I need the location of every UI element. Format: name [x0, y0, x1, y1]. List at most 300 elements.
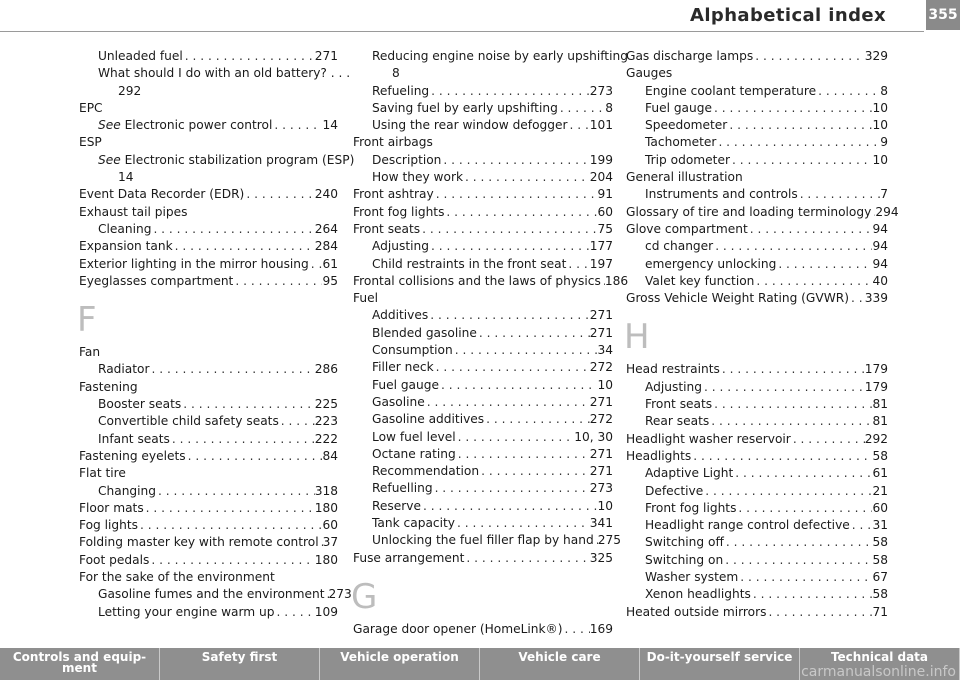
index-entry[interactable]	[626, 500, 888, 517]
entry-term: Gasoline fumes and the environment	[98, 587, 325, 602]
page-ref[interactable]: 61	[872, 466, 888, 481]
index-entry[interactable]	[626, 448, 888, 465]
leader-dots	[456, 446, 590, 463]
index-heading: Exhaust tail pipes	[79, 204, 188, 219]
page-ref[interactable]: 197	[589, 256, 613, 271]
index-entry[interactable]	[353, 621, 613, 638]
index-entry[interactable]	[626, 117, 888, 134]
page-ref[interactable]: 186	[604, 273, 629, 288]
index-entry[interactable]	[626, 431, 888, 448]
entry-term: Refueling	[372, 83, 430, 98]
leader-dots	[275, 604, 315, 621]
entry-term: Tachometer	[645, 135, 717, 150]
index-heading: Front airbags	[353, 135, 433, 150]
page-ref[interactable]: 294	[875, 204, 899, 219]
page-ref[interactable]: 58	[872, 552, 888, 567]
leader-dots	[151, 221, 314, 238]
entry-term: Defective	[645, 483, 704, 498]
page-ref[interactable]: 264	[314, 221, 338, 236]
entry-term: emergency unlocking	[645, 256, 777, 271]
index-column-1	[77, 48, 355, 621]
entry-term: Convertible child safety seats	[98, 414, 279, 429]
entry-term: Refuelling	[372, 481, 433, 496]
page-ref[interactable]: 273	[589, 481, 613, 496]
leader-dots	[751, 586, 873, 603]
page-ref[interactable]: 67	[872, 570, 888, 585]
page-ref[interactable]: 71	[872, 604, 888, 619]
entry-term: Tank capacity	[372, 516, 456, 531]
index-entry[interactable]	[353, 83, 613, 100]
leader-dots	[181, 396, 315, 413]
page-ref[interactable]: 177	[589, 239, 613, 254]
footer-tab[interactable]: Do-it-yourself service	[640, 648, 800, 680]
page-ref[interactable]: 286	[314, 362, 338, 377]
page-ref[interactable]: 199	[589, 152, 613, 167]
leader-dots	[453, 342, 598, 359]
index-entry[interactable]	[626, 552, 888, 569]
leader-dots	[170, 431, 315, 448]
index-entry[interactable]	[626, 361, 888, 378]
entry-term: Rear seats	[645, 414, 710, 429]
index-entry[interactable]	[353, 273, 629, 290]
index-entry[interactable]	[79, 552, 338, 569]
index-entry[interactable]	[626, 379, 888, 396]
page-ref[interactable]: 21	[872, 483, 888, 498]
leader-dots	[562, 621, 589, 638]
entry-term: Heated outside mirrors	[626, 604, 767, 619]
index-entry[interactable]	[353, 498, 613, 515]
index-entry[interactable]	[353, 394, 613, 411]
section-letter: F	[77, 300, 97, 341]
page-ref[interactable]: 14	[118, 170, 134, 185]
leader-dots	[173, 238, 315, 255]
leader-dots	[724, 534, 873, 551]
index-entry[interactable]	[353, 480, 613, 497]
footer-tab[interactable]: Vehicle operation	[320, 648, 480, 680]
leader-dots	[183, 48, 315, 65]
leader-dots	[138, 517, 322, 534]
entry-term: Switching off	[645, 535, 724, 550]
leader-dots	[738, 569, 872, 586]
entry-term: Additives	[372, 308, 429, 323]
index-heading: Fastening	[79, 379, 138, 394]
entry-term: Front fog lights	[645, 500, 737, 515]
page-ref[interactable]: 273	[328, 587, 352, 602]
index-entry[interactable]	[626, 48, 888, 65]
leader-dots	[464, 550, 589, 567]
leader-dots	[479, 463, 590, 480]
index-entry[interactable]	[353, 100, 613, 117]
entry-term: cd changer	[645, 239, 714, 254]
page-ref[interactable]: 84	[322, 448, 338, 463]
index-heading: EPC	[79, 100, 103, 115]
index-entry[interactable]	[353, 342, 613, 359]
page-ref[interactable]: 223	[314, 414, 338, 429]
entry-term: Instruments and controls	[645, 187, 798, 202]
page-ref[interactable]: 180	[314, 552, 338, 567]
entry-term: Fuel gauge	[645, 100, 712, 115]
leader-dots	[434, 359, 590, 376]
index-entry[interactable]	[79, 500, 338, 517]
index-entry[interactable]	[626, 238, 888, 255]
index-column-2	[351, 48, 629, 638]
leader-dots	[727, 117, 872, 134]
page-ref[interactable]: 292	[864, 431, 888, 446]
page-ref[interactable]: 14	[322, 118, 338, 133]
index-entry[interactable]	[79, 152, 355, 169]
leader-dots	[455, 515, 590, 532]
index-entry[interactable]	[626, 221, 888, 238]
index-entry[interactable]	[79, 273, 338, 290]
index-entry[interactable]	[626, 134, 888, 151]
entry-term: Filler neck	[372, 360, 434, 375]
page-ref[interactable]: 272	[589, 360, 613, 375]
index-entry[interactable]	[79, 604, 338, 621]
index-entry[interactable]	[353, 238, 613, 255]
index-entry[interactable]	[79, 396, 338, 413]
leader-dots	[566, 256, 589, 273]
index-entry[interactable]	[353, 221, 613, 238]
leader-dots	[720, 361, 865, 378]
page-ref[interactable]: 318	[314, 483, 338, 498]
leader-dots	[420, 221, 597, 238]
page-ref[interactable]: 10	[872, 152, 888, 167]
leader-dots	[712, 396, 872, 413]
page-title: Alphabetical index	[690, 5, 886, 26]
page-ref[interactable]: 81	[872, 397, 888, 412]
watermark: carmanualsonline.info	[801, 664, 956, 680]
page-ref[interactable]: 169	[589, 621, 613, 636]
leader-dots	[186, 448, 323, 465]
page-ref[interactable]: 101	[589, 118, 613, 133]
index-entry[interactable]	[79, 186, 338, 203]
entry-term: Gross Vehicle Weight Rating (GVWR)	[626, 291, 849, 306]
index-entry[interactable]	[626, 256, 888, 273]
leader-dots	[723, 552, 872, 569]
entry-term: Electronic stabilization program (ESP)	[124, 152, 355, 167]
index-entry[interactable]	[79, 117, 338, 134]
index-heading: Fan	[79, 345, 101, 360]
entry-term: Eyeglasses compartment	[79, 273, 234, 288]
footer-tab[interactable]: Controls and equip- ment	[0, 648, 160, 680]
page-ref[interactable]: 94	[872, 256, 888, 271]
entry-term: Expansion tank	[79, 239, 173, 254]
entry-term: Adjusting	[645, 379, 702, 394]
entry-term: Floor mats	[79, 500, 144, 515]
page-ref[interactable]: 271	[589, 325, 613, 340]
leader-dots	[150, 361, 315, 378]
index-heading: Reducing engine noise by early upshifting	[372, 49, 628, 63]
entry-term: Fastening eyelets	[79, 448, 186, 463]
index-heading: What should I do with an old battery? . . .	[98, 66, 351, 81]
index-heading: For the sake of the environment	[79, 570, 275, 585]
page-ref[interactable]: 58	[872, 535, 888, 550]
index-entry[interactable]	[626, 517, 888, 534]
leader-dots	[484, 411, 590, 428]
entry-term: Switching on	[645, 552, 724, 567]
entry-term: Gasoline	[372, 394, 425, 409]
index-entry[interactable]	[626, 100, 888, 117]
page-ref[interactable]: 10	[872, 118, 888, 133]
index-entry[interactable]	[353, 446, 613, 463]
index-entry[interactable]	[79, 448, 338, 465]
page-ref[interactable]: 75	[597, 221, 613, 236]
page-ref[interactable]: 8	[880, 83, 888, 98]
page-number-tab: 355	[926, 0, 960, 30]
index-entry[interactable]	[79, 517, 338, 534]
index-entry[interactable]	[353, 152, 613, 169]
index-entry[interactable]	[79, 534, 338, 551]
index-entry[interactable]	[626, 290, 888, 307]
leader-dots	[477, 325, 590, 342]
leader-dots	[753, 48, 865, 65]
index-entry[interactable]	[353, 117, 613, 134]
page-ref[interactable]: 204	[589, 170, 613, 185]
entry-term: Washer system	[645, 570, 739, 585]
leader-dots	[433, 480, 590, 497]
entry-term: Cleaning	[98, 221, 152, 236]
page-ref[interactable]: 284	[314, 239, 338, 254]
page-ref[interactable]: 58	[872, 587, 888, 602]
leader-dots	[279, 413, 315, 430]
index-entry[interactable]	[353, 532, 621, 549]
footer-tab[interactable]: Safety first	[160, 648, 320, 680]
leader-dots	[791, 431, 865, 448]
leader-dots	[849, 290, 865, 307]
entry-term: Changing	[98, 483, 157, 498]
leader-dots	[691, 448, 872, 465]
entry-term: Exterior lighting in the mirror housing	[79, 256, 309, 271]
entry-term: Xenon headlights	[645, 587, 751, 602]
page-ref[interactable]: 341	[589, 516, 613, 531]
index-entry[interactable]	[79, 361, 338, 378]
entry-term: Adaptive Light	[645, 466, 734, 481]
entry-term: Saving fuel by early upshifting	[372, 100, 558, 115]
index-entry[interactable]	[626, 413, 888, 430]
entry-term: Infant seats	[98, 431, 170, 446]
entry-term: Reserve	[372, 498, 421, 513]
entry-term: Unleaded fuel	[98, 49, 183, 63]
entry-term: Fog lights	[79, 518, 139, 533]
page-ref[interactable]: 292	[118, 83, 142, 98]
page-ref[interactable]: 271	[589, 394, 613, 409]
page-ref[interactable]: 179	[864, 362, 888, 377]
leader-dots	[434, 186, 598, 203]
entry-term: How they work	[372, 170, 464, 185]
index-entry[interactable]	[353, 204, 613, 221]
entry-term: Front fog lights	[353, 204, 445, 219]
entry-term: Letting your engine warm up	[98, 604, 275, 619]
page-ref[interactable]: 60	[872, 500, 888, 515]
index-entry[interactable]	[626, 152, 888, 169]
entry-term: Consumption	[372, 343, 453, 358]
page-ref[interactable]: 37	[322, 535, 339, 550]
index-entry[interactable]	[353, 515, 613, 532]
entry-term: Using the rear window defogger	[372, 118, 568, 133]
page-ref[interactable]: 109	[314, 604, 338, 619]
page-ref[interactable]: 325	[589, 550, 613, 565]
page-ref[interactable]: 225	[314, 397, 338, 412]
entry-term: Recommendation	[372, 464, 480, 479]
page-ref[interactable]: 95	[322, 273, 338, 288]
index-heading: Fuel	[353, 291, 378, 306]
section-letter: H	[624, 317, 650, 358]
header-rule	[0, 31, 924, 32]
page-ref[interactable]: 60	[322, 518, 338, 533]
leader-dots	[558, 100, 605, 117]
index-entry[interactable]	[353, 169, 613, 186]
entry-term: Unlocking the fuel filler flap by hand	[372, 533, 594, 548]
index-heading: General illustration	[626, 170, 743, 185]
entry-term: Glove compartment	[626, 221, 748, 236]
page-ref[interactable]: 94	[872, 221, 888, 236]
page-ref[interactable]: 271	[589, 464, 613, 479]
page-ref[interactable]: 91	[597, 187, 613, 202]
page-ref[interactable]: 271	[589, 446, 613, 461]
leader-dots	[754, 273, 872, 290]
entry-term: Engine coolant temperature	[645, 83, 817, 98]
page-ref[interactable]: 179	[864, 379, 888, 394]
entry-term: Blended gasoline	[372, 325, 477, 340]
leader-dots	[733, 465, 872, 482]
index-entry[interactable]	[626, 396, 888, 413]
leader-dots	[233, 273, 322, 290]
leader-dots	[425, 394, 590, 411]
leader-dots	[428, 307, 590, 324]
index-entry[interactable]	[79, 221, 338, 238]
page-ref[interactable]: 8	[605, 100, 613, 115]
entry-term: Folding master key with remote control	[79, 535, 319, 550]
entry-term: Garage door opener (HomeLink®)	[353, 621, 563, 636]
leader-dots	[429, 238, 590, 255]
entry-term: Child restraints in the front seat	[372, 256, 567, 271]
index-entry[interactable]	[353, 463, 613, 480]
index-entry[interactable]	[353, 550, 613, 567]
section-letter: G	[351, 576, 378, 617]
leader-dots	[703, 483, 872, 500]
page-ref[interactable]: 81	[872, 414, 888, 429]
leader-dots	[463, 169, 590, 186]
page-ref[interactable]: 273	[589, 83, 613, 98]
page-ref[interactable]: 10	[872, 100, 888, 115]
entry-term: Front seats	[353, 221, 421, 236]
page-ref[interactable]: 271	[314, 49, 338, 63]
page-ref[interactable]: 60	[597, 204, 613, 219]
leader-dots	[712, 100, 872, 117]
leader-dots	[144, 500, 315, 517]
see-reference: See	[98, 118, 121, 133]
entry-term: Gas discharge lamps	[626, 49, 754, 63]
page-ref[interactable]: 31	[872, 518, 888, 533]
index-entry[interactable]	[79, 256, 338, 273]
page-ref[interactable]: 58	[872, 448, 888, 463]
page-ref[interactable]: 339	[864, 291, 888, 306]
page-ref[interactable]: 180	[314, 500, 338, 515]
index-entry[interactable]	[79, 48, 338, 65]
entry-term: Headlights	[626, 448, 692, 463]
index-entry[interactable]	[626, 204, 899, 221]
index-entry[interactable]	[626, 483, 888, 500]
page-ref[interactable]: 9	[880, 135, 888, 150]
entry-term: Octane rating	[372, 446, 456, 461]
index-entry[interactable]	[79, 238, 338, 255]
page-ref[interactable]: 7	[880, 187, 888, 202]
index-entry[interactable]	[353, 256, 613, 273]
leader-dots	[736, 500, 872, 517]
index-entry[interactable]	[353, 411, 613, 428]
entry-term: Booster seats	[98, 397, 182, 412]
index-heading: Flat tire	[79, 466, 126, 481]
entry-term: Description	[372, 152, 442, 167]
page-ref[interactable]: 94	[872, 239, 888, 254]
page-ref[interactable]: 34	[597, 343, 613, 358]
leader-dots	[444, 204, 597, 221]
entry-term: Fuel gauge	[372, 377, 439, 392]
index-entry[interactable]	[353, 377, 613, 394]
leader-dots	[441, 152, 589, 169]
leader-dots	[149, 552, 314, 569]
index-entry[interactable]	[626, 586, 888, 603]
index-entry[interactable]	[626, 273, 888, 290]
entry-term: Fuse arrangement	[353, 550, 465, 565]
page-ref[interactable]: 61	[322, 256, 338, 271]
leader-dots	[429, 83, 590, 100]
index-entry[interactable]	[79, 431, 338, 448]
index-entry[interactable]	[353, 359, 613, 376]
footer-tab[interactable]: Vehicle care	[480, 648, 640, 680]
index-entry[interactable]	[626, 569, 888, 586]
see-reference: See	[98, 152, 121, 167]
index-entry[interactable]	[79, 413, 338, 430]
page-ref[interactable]: 10	[597, 498, 613, 513]
page-ref[interactable]: 271	[589, 308, 613, 323]
index-entry[interactable]	[353, 186, 613, 203]
entry-term: Radiator	[98, 362, 150, 377]
page-ref[interactable]: 272	[589, 412, 613, 427]
page-ref[interactable]: 240	[314, 187, 338, 202]
index-entry[interactable]	[626, 186, 888, 203]
page-ref[interactable]: 222	[314, 431, 338, 446]
index-entry[interactable]	[79, 483, 338, 500]
index-entry[interactable]	[626, 83, 888, 100]
leader-dots	[156, 483, 315, 500]
index-entry[interactable]	[353, 307, 613, 324]
leader-dots	[776, 256, 872, 273]
index-entry[interactable]	[353, 429, 613, 446]
index-entry[interactable]	[79, 586, 352, 603]
entry-term: Front seats	[645, 397, 713, 412]
page-ref[interactable]: 8	[392, 66, 400, 81]
index-entry[interactable]	[626, 604, 888, 621]
entry-term: Headlight washer reservoir	[626, 431, 791, 446]
page-ref[interactable]: 275	[597, 533, 621, 548]
leader-dots	[713, 238, 872, 255]
leader-dots	[709, 413, 872, 430]
index-entry[interactable]	[626, 465, 888, 482]
index-entry[interactable]	[626, 534, 888, 551]
leader-dots	[244, 186, 314, 203]
index-heading: ESP	[79, 135, 102, 150]
page-ref[interactable]: 10, 30	[574, 429, 613, 444]
entry-term: Trip odometer	[645, 152, 730, 167]
footer-tab[interactable]: Technical data	[800, 648, 960, 680]
page-ref[interactable]: 40	[872, 273, 888, 288]
leader-dots	[456, 429, 575, 446]
page-ref[interactable]: 329	[864, 49, 888, 63]
entry-term: Frontal collisions and the laws of physics	[353, 273, 601, 288]
index-entry[interactable]	[353, 325, 613, 342]
page-ref[interactable]: 10	[597, 377, 613, 392]
